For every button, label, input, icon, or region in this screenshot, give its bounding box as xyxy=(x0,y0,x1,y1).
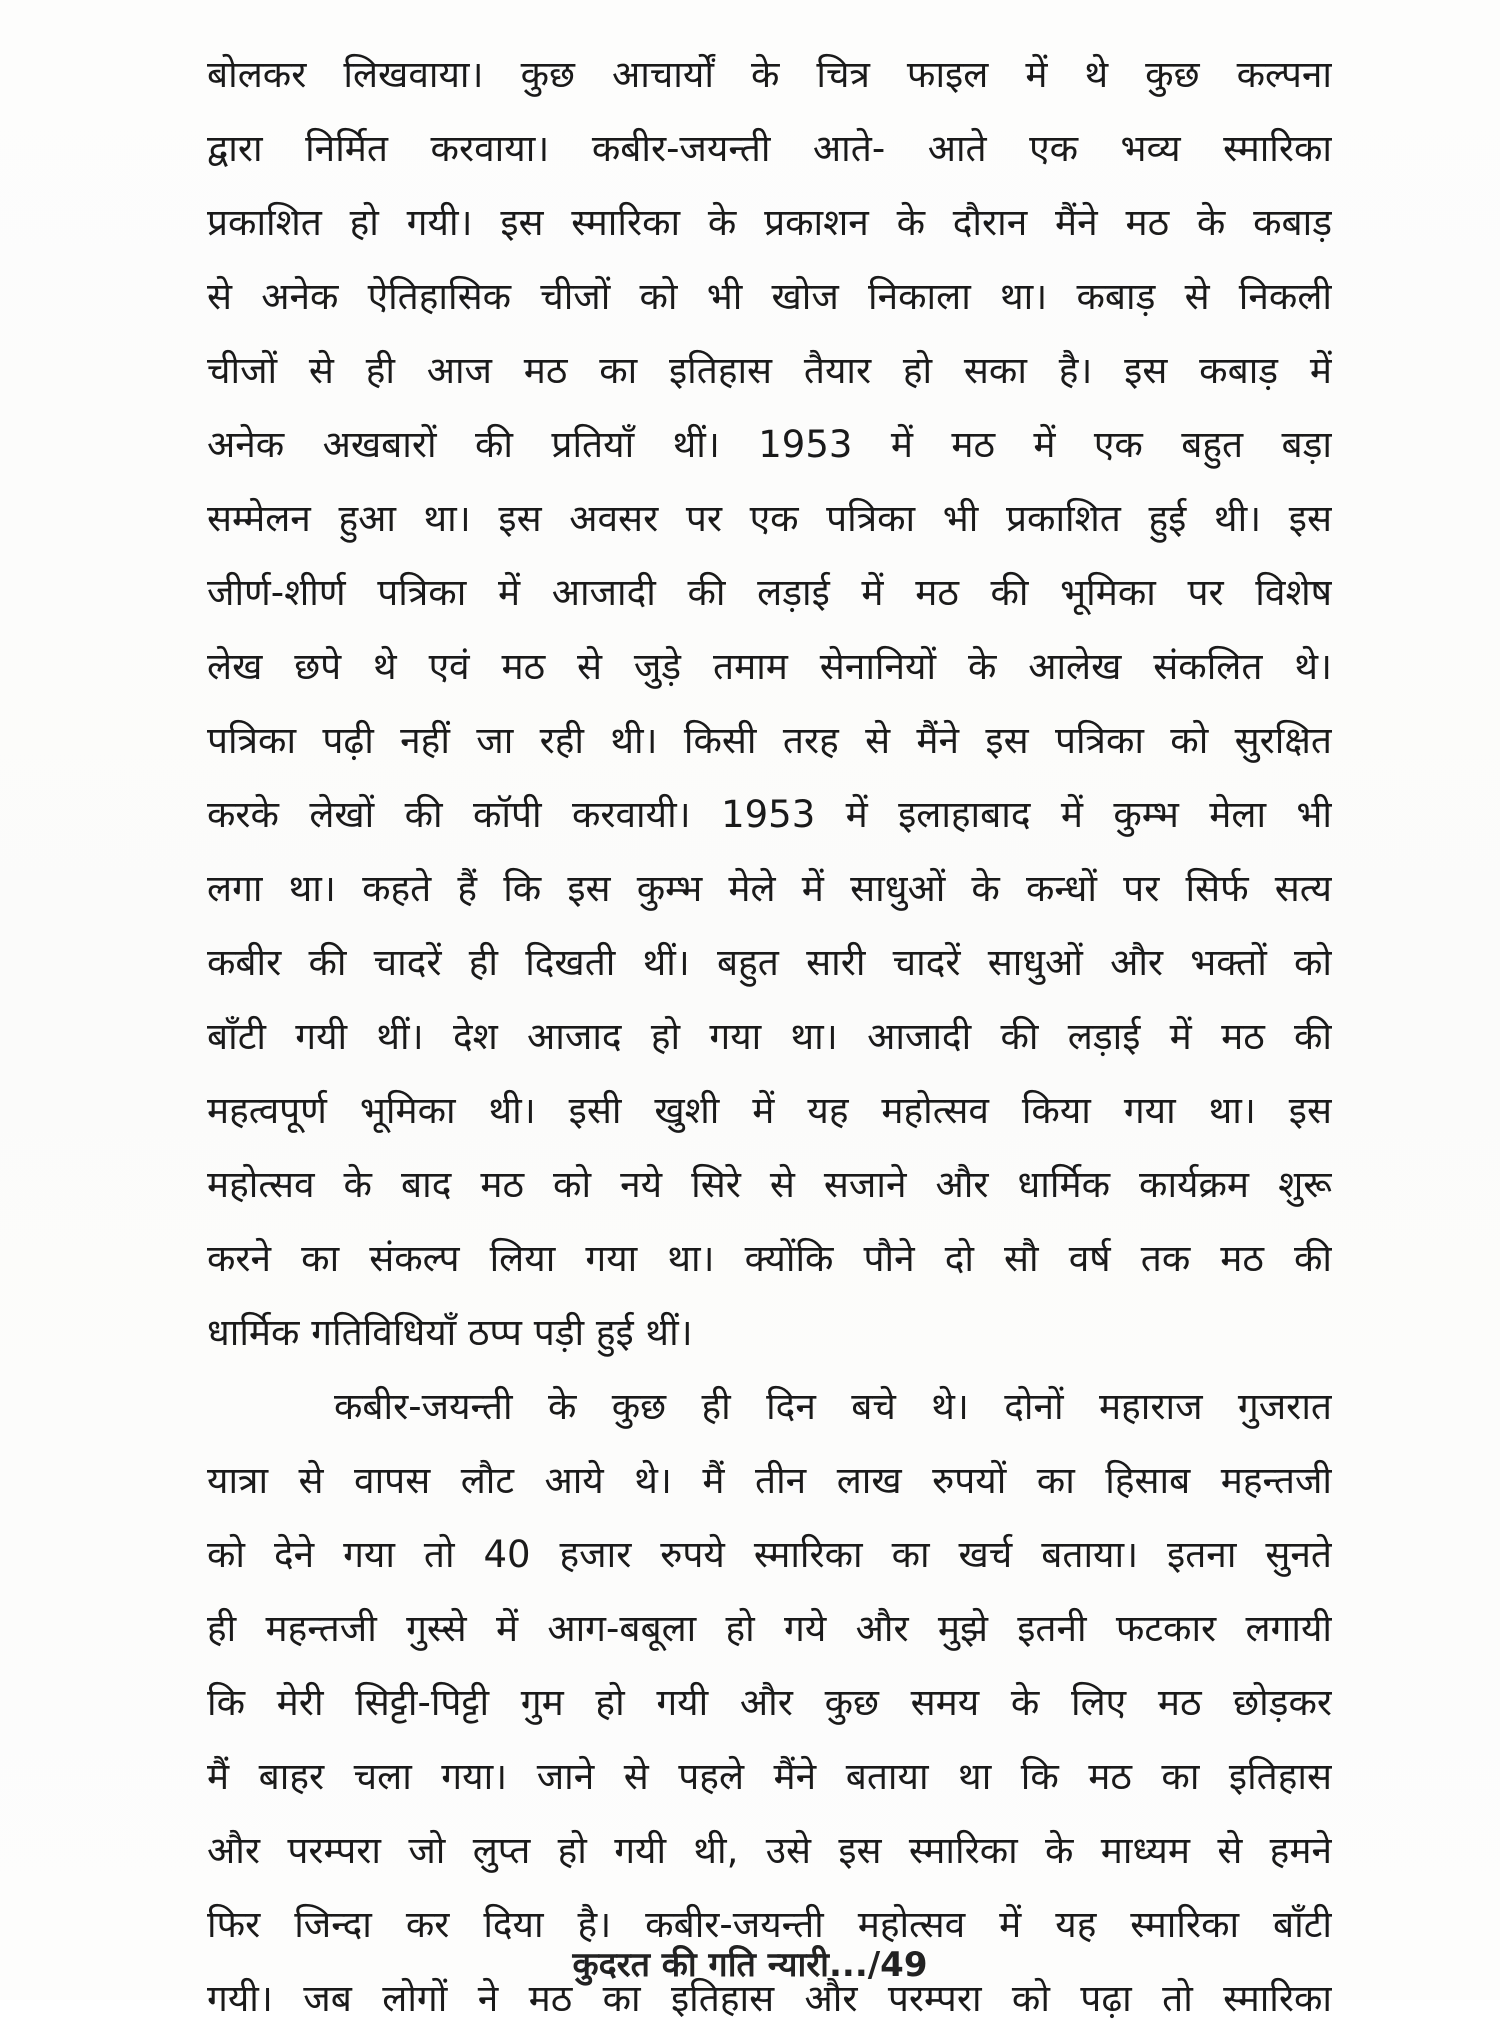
text-line: मैं बाहर चला गया। जाने से पहले मैंने बताया था कि मठ का इतिहास xyxy=(207,1755,1332,1798)
text-line: चीजों से ही आज मठ का इतिहास तैयार हो सका है। इस कबाड़ में xyxy=(207,349,1332,392)
text-line: बोलकर लिखवाया। कुछ आचार्यों के चित्र फाइल में थे कुछ कल्पना xyxy=(207,53,1332,96)
page-footer: कुदरत की गति न्यारी.../49 xyxy=(572,1945,928,1985)
text-line: सम्मेलन हुआ था। इस अवसर पर एक पत्रिका भी प्रकाशित हुई थी। इस xyxy=(207,497,1332,540)
text-line: यात्रा से वापस लौट आये थे। मैं तीन लाख रुपयों का हिसाब महन्तजी xyxy=(207,1459,1332,1502)
text-line: गयी। जब लोगों ने मठ का इतिहास और परम्परा को पढ़ा तो स्मारिका xyxy=(207,1977,1332,2020)
text-line: पत्रिका पढ़ी नहीं जा रही थी। किसी तरह से मैंने इस पत्रिका को सुरक्षित xyxy=(207,719,1332,762)
text-line: जीर्ण-शीर्ण पत्रिका में आजादी की लड़ाई में मठ की भूमिका पर विशेष xyxy=(207,571,1332,614)
paragraph-end-line: धार्मिक गतिविधियाँ ठप्प पड़ी हुई थीं। xyxy=(207,1311,693,1354)
text-line: लेख छपे थे एवं मठ से जुड़े तमाम सेनानियों के आलेख संकलित थे। xyxy=(207,645,1332,688)
text-line: द्वारा निर्मित करवाया। कबीर-जयन्ती आते- आते एक भव्य स्मारिका xyxy=(207,127,1332,170)
text-line: करने का संकल्प लिया गया था। क्योंकि पौने दो सौ वर्ष तक मठ की xyxy=(207,1237,1332,1280)
text-line: और परम्परा जो लुप्त हो गयी थी, उसे इस स्मारिका के माध्यम से हमने xyxy=(207,1829,1332,1872)
text-line: से अनेक ऐतिहासिक चीजों को भी खोज निकाला था। कबाड़ से निकली xyxy=(207,275,1332,318)
text-line: लगा था। कहते हैं कि इस कुम्भ मेले में साधुओं के कन्धों पर सिर्फ सत्य xyxy=(207,867,1332,910)
text-line: को देने गया तो 40 हजार रुपये स्मारिका का खर्च बताया। इतना सुनते xyxy=(207,1533,1332,1576)
text-line: कि मेरी सिट्टी-पिट्टी गुम हो गयी और कुछ समय के लिए मठ छोड़कर xyxy=(207,1681,1332,1724)
text-line: कबीर की चादरें ही दिखती थीं। बहुत सारी चादरें साधुओं और भक्तों को xyxy=(207,941,1332,984)
text-line: फिर जिन्दा कर दिया है। कबीर-जयन्ती महोत्सव में यह स्मारिका बाँटी xyxy=(207,1903,1332,1946)
paragraph-start-line: कबीर-जयन्ती के कुछ ही दिन बचे थे। दोनों महाराज गुजरात xyxy=(334,1385,1332,1428)
text-line: प्रकाशित हो गयी। इस स्मारिका के प्रकाशन के दौरान मैंने मठ के कबाड़ xyxy=(207,201,1332,244)
text-line: ही महन्तजी गुस्से में आग-बबूला हो गये और मुझे इतनी फटकार लगायी xyxy=(207,1607,1332,1650)
body-text xyxy=(207,38,1332,2036)
text-line: महोत्सव के बाद मठ को नये सिरे से सजाने और धार्मिक कार्यक्रम शुरू xyxy=(207,1163,1332,1206)
text-line: बाँटी गयी थीं। देश आजाद हो गया था। आजादी की लड़ाई में मठ की xyxy=(207,1015,1332,1058)
text-line: अनेक अखबारों की प्रतियाँ थीं। 1953 में मठ में एक बहुत बड़ा xyxy=(207,423,1332,466)
text-line: करके लेखों की कॉपी करवायी। 1953 में इलाहाबाद में कुम्भ मेला भी xyxy=(207,793,1332,836)
text-line: महत्वपूर्ण भूमिका थी। इसी खुशी में यह महोत्सव किया गया था। इस xyxy=(207,1089,1332,1132)
